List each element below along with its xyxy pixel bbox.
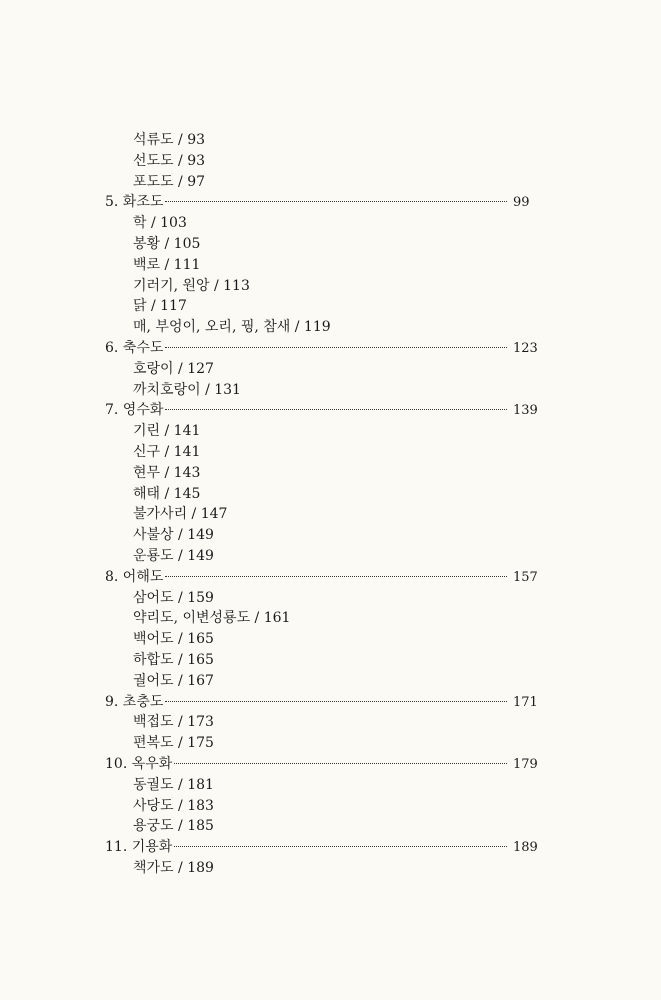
sub-entry-text: 백접도 / 173 xyxy=(133,714,214,731)
sub-entry-text: 약리도, 이변성룡도 / 161 xyxy=(133,610,291,627)
toc-sub-entry xyxy=(105,213,545,234)
chapter-title: 8. 어해도 xyxy=(105,568,164,585)
dot-leader xyxy=(165,347,507,348)
toc-sub-entry xyxy=(105,629,545,650)
toc-chapter-entry xyxy=(105,837,545,858)
sub-entry-text: 동궐도 / 181 xyxy=(133,776,214,793)
sub-entry-text: 석류도 / 93 xyxy=(133,132,206,148)
chapter-title: 9. 초충도 xyxy=(105,693,164,710)
toc-sub-entry xyxy=(105,296,545,317)
toc-sub-entry xyxy=(105,255,545,276)
sub-entry-text: 궐어도 / 167 xyxy=(133,672,214,689)
dot-leader xyxy=(174,846,507,847)
toc-sub-entry xyxy=(105,504,545,525)
chapter-page-number: 157 xyxy=(513,569,538,585)
sub-entry-text: 운룡도 / 149 xyxy=(133,547,214,564)
sub-entry-text: 편복도 / 175 xyxy=(133,735,214,752)
sub-entry-text: 까치호랑이 / 131 xyxy=(133,381,241,398)
toc-sub-entry xyxy=(105,671,545,692)
dot-leader xyxy=(174,763,507,764)
sub-entry-text: 봉황 / 105 xyxy=(133,235,201,252)
chapter-title: 7. 영수화 xyxy=(105,402,164,419)
dot-leader xyxy=(165,201,507,202)
chapter-page-number: 189 xyxy=(513,840,538,856)
toc-sub-entry xyxy=(105,484,545,505)
sub-entry-text: 사불상 / 149 xyxy=(133,527,214,544)
chapter-title: 5. 화조도 xyxy=(105,194,164,211)
toc-sub-entry xyxy=(105,775,545,796)
toc-sub-entry xyxy=(105,151,545,172)
sub-entry-text: 백로 / 111 xyxy=(133,256,201,273)
sub-entry-text: 선도도 / 93 xyxy=(133,152,206,169)
sub-entry-text: 기린 / 141 xyxy=(133,423,201,440)
sub-entry-text: 호랑이 / 127 xyxy=(133,360,214,377)
toc-sub-entry xyxy=(105,317,545,338)
toc-sub-entry xyxy=(105,172,545,193)
dot-leader xyxy=(165,701,507,702)
sub-entry-text: 기러기, 원앙 / 113 xyxy=(133,277,250,294)
chapter-title: 6. 축수도 xyxy=(105,339,164,356)
toc-chapter-entry xyxy=(105,192,545,213)
sub-entry-text: 포도도 / 97 xyxy=(133,173,206,190)
toc-sub-entry xyxy=(105,712,545,733)
toc-sub-entry xyxy=(105,608,545,629)
sub-entry-text: 학 / 103 xyxy=(133,215,187,232)
sub-entry-text: 하합도 / 165 xyxy=(133,651,214,668)
chapter-page-number: 179 xyxy=(513,756,538,772)
dot-leader xyxy=(165,576,507,577)
toc-sub-entry xyxy=(105,858,545,879)
toc-sub-entry xyxy=(105,380,545,401)
sub-entry-text: 불가사리 / 147 xyxy=(133,506,228,523)
sub-entry-text: 용궁도 / 185 xyxy=(133,818,214,835)
toc-chapter-entry xyxy=(105,692,545,713)
toc-sub-entry xyxy=(105,421,545,442)
chapter-page-number: 123 xyxy=(513,340,538,356)
dot-leader xyxy=(165,409,507,410)
sub-entry-text: 닭 / 117 xyxy=(133,298,187,315)
toc-chapter-entry xyxy=(105,567,545,588)
toc-sub-entry xyxy=(105,816,545,837)
toc-sub-entry xyxy=(105,359,545,380)
toc-sub-entry xyxy=(105,525,545,546)
chapter-title: 11. 기용화 xyxy=(105,839,173,856)
toc-sub-entry xyxy=(105,733,545,754)
sub-entry-text: 사당도 / 183 xyxy=(133,797,214,814)
toc-chapter-entry xyxy=(105,338,545,359)
toc-sub-entry xyxy=(105,276,545,297)
toc-sub-entry xyxy=(105,234,545,255)
sub-entry-text: 매, 부엉이, 오리, 꿩, 참새 / 119 xyxy=(133,319,331,336)
toc-sub-entry xyxy=(105,796,545,817)
toc-sub-entry xyxy=(105,463,545,484)
sub-entry-text: 신구 / 141 xyxy=(133,443,201,460)
toc-chapter-entry xyxy=(105,400,545,421)
sub-entry-text: 책가도 / 189 xyxy=(133,859,214,876)
chapter-title: 10. 옥우화 xyxy=(105,755,173,772)
chapter-page-number: 171 xyxy=(513,694,538,710)
toc-chapter-entry xyxy=(105,754,545,775)
sub-entry-text: 백어도 / 165 xyxy=(133,631,214,648)
toc-sub-entry xyxy=(105,130,545,151)
toc-sub-entry xyxy=(105,588,545,609)
table-of-contents xyxy=(105,130,545,879)
chapter-page-number: 99 xyxy=(513,195,530,211)
sub-entry-text: 삼어도 / 159 xyxy=(133,589,214,606)
toc-sub-entry xyxy=(105,546,545,567)
chapter-page-number: 139 xyxy=(513,403,538,419)
toc-sub-entry xyxy=(105,442,545,463)
sub-entry-text: 해태 / 145 xyxy=(133,485,201,502)
toc-sub-entry xyxy=(105,650,545,671)
sub-entry-text: 현무 / 143 xyxy=(133,464,201,481)
